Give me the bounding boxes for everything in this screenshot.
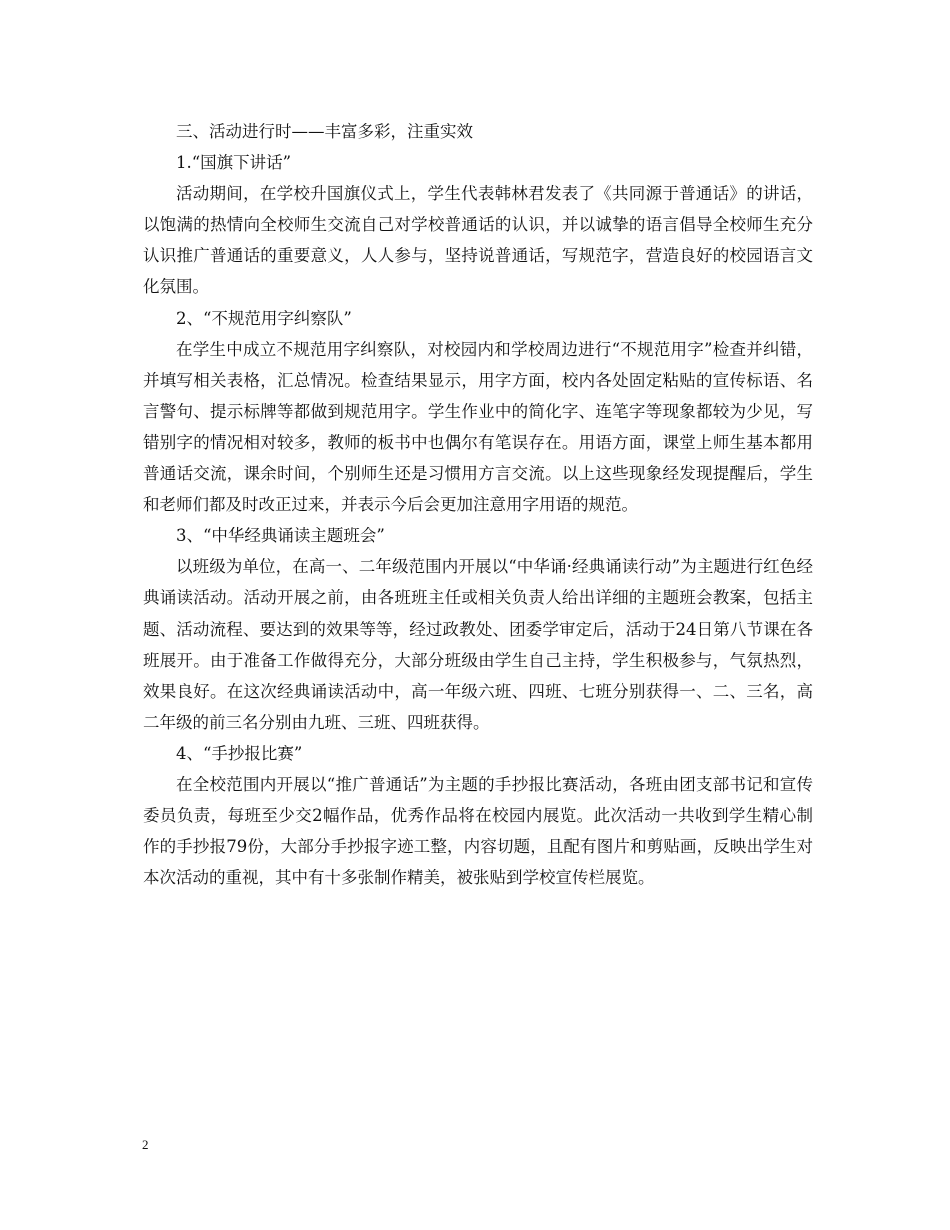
subheading-handwritten-newspaper: 4、“手抄报比赛” <box>176 743 303 763</box>
paragraph-handwritten-newspaper: 在全校范围内开展以“推广普通话”为主题的手抄报比赛活动，各班由团支部书记和宣传委员负责，每班至少交2幅作品，优秀作品将在校园内展览。此次活动一共收到学生精心制作的手抄报79份，大部分手抄报字迹工整，内容切题，且配有图片和剪贴画，反映出学生对本次活动的重视，其中有十多张制作精美，被张贴到学校宣传栏展览。 <box>143 774 813 888</box>
paragraph-patrol-team: 在学生中成立不规范用字纠察队，对校园内和学校周边进行“不规范用字”检查并纠错，并填写相关表格，汇总情况。检查结果显示，用字方面，校内各处固定粘贴的宣传标语、名言警句、提示标牌等都做到规范用字。学生作业中的简化字、连笔字等现象都较为少见，写错别字的情况相对较多，教师的板书中也偶尔有笔误存在。用语方面，课堂上师生基本都用普通话交流，课余时间，个别师生还是习惯用方言交流。以上这些现象经发现提醒后，学生和老师们都及时改正过来，并表示今后会更加注意用字用语的规范。 <box>143 339 813 515</box>
subheading-class-meeting: 3、“中华经典诵读主题班会” <box>176 526 385 546</box>
page-number: 2 <box>142 1137 149 1152</box>
document-body <box>143 116 813 893</box>
subheading-flag-speech: 1.“国旗下讲话” <box>176 153 292 173</box>
subheading-patrol-team: 2、“不规范用字纠察队” <box>176 308 352 328</box>
section-heading-activities: 三、活动进行时——丰富多彩，注重实效 <box>176 122 473 141</box>
paragraph-class-meeting: 以班级为单位，在高一、二年级范围内开展以“中华诵·经典诵读行动”为主题进行红色经典诵读活动。活动开展之前，由各班班主任或相关负责人给出详细的主题班会教案，包括主题、活动流程、要达到的效果等等，经过政教处、团委学审定后，活动于24日第八节课在各班展开。由于准备工作做得充分，大部分班级由学生自己主持，学生积极参与，气氛热烈，效果良好。在这次经典诵读活动中，高一年级六班、四班、七班分别获得一、二、三名，高二年级的前三名分别由九班、三班、四班获得。 <box>143 557 813 732</box>
paragraph-flag-speech: 活动期间，在学校升国旗仪式上，学生代表韩林君发表了《共同源于普通话》的讲话，以饱满的热情向全校师生交流自己对学校普通话的认识，并以诚挚的语言倡导全校师生充分认识推广普通话的重要意义，人人参与，坚持说普通话，写规范字，营造良好的校园语言文化氛围。 <box>143 184 813 297</box>
